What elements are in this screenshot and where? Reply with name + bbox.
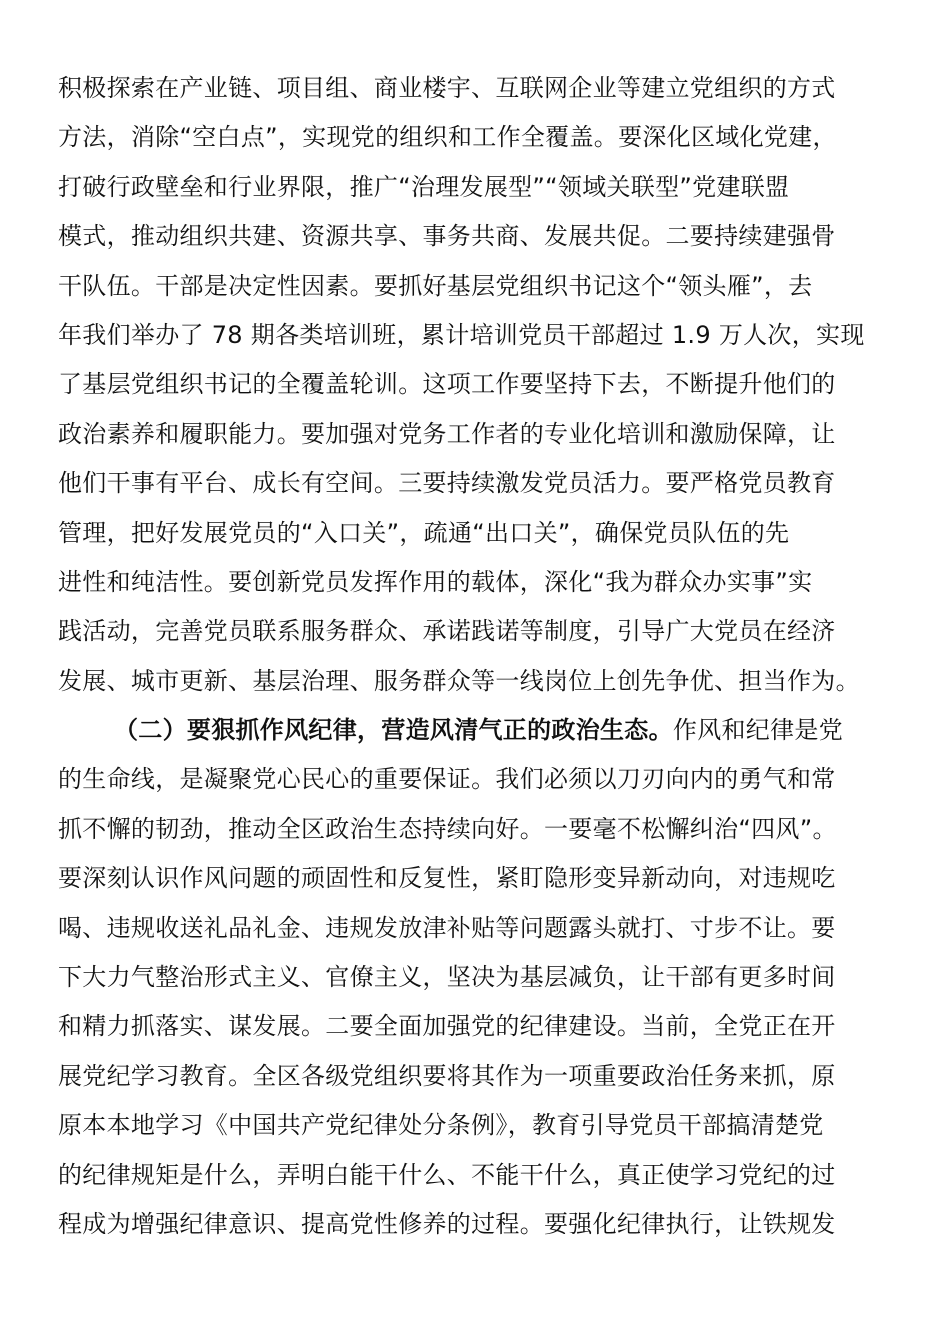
paragraph-line: 和精力抓落实、谋发展。二要全面加强党的纪律建设。当前，全党正在开 (58, 1012, 836, 1041)
paragraph-line: 积极探索在产业链、项目组、商业楼宇、互联网企业等建立党组织的方式 (58, 74, 836, 102)
section-heading-line (58, 706, 888, 755)
section-heading: （二）要狠抓作风纪律，营造风清气正的政治生态。 (114, 716, 673, 745)
paragraph-line: 抓不懈的韧劲，推动全区政治生态持续向好。一要毫不松懈纠治“四风”。 (58, 814, 837, 843)
paragraph-line: 下大力气整治形式主义、官僚主义，坚决为基层减负，让干部有更多时间 (58, 963, 836, 992)
paragraph-line: 打破行政壁垒和行业界限，推广“治理发展型”“领域关联型”党建联盟 (58, 172, 790, 201)
paragraph-line: 展党纪学习教育。全区各级党组织要将其作为一项重要政治任务来抓，原 (58, 1061, 836, 1090)
paragraph-line: 模式，推动组织共建、资源共享、事务共商、发展共促。二要持续建强骨 (58, 222, 836, 251)
paragraph-line: 喝、违规收送礼品礼金、违规发放津补贴等问题露头就打、寸步不让。要 (58, 913, 836, 942)
paragraph-line: 年我们举办了 78 期各类培训班，累计培训党员干部超过 1.9 万人次，实现 (58, 320, 865, 349)
paragraph-line: 的生命线，是凝聚党心民心的重要保证。我们必须以刀刃向内的勇气和常 (58, 765, 836, 794)
paragraph-line: 程成为增强纪律意识、提高党性修养的过程。要强化纪律执行，让铁规发 (58, 1209, 836, 1238)
paragraph-line: 的纪律规矩是什么，弄明白能干什么、不能干什么，真正使学习党纪的过 (58, 1160, 836, 1189)
paragraph-line: 政治素养和履职能力。要加强对党务工作者的专业化培训和激励保障，让 (58, 419, 836, 448)
paragraph-line: 践活动，完善党员联系服务群众、承诺践诺等制度，引导广大党员在经济 (58, 617, 836, 646)
document-body (58, 64, 888, 1249)
section-heading-rest: 作风和纪律是党 (672, 716, 844, 745)
paragraph-line: 要深刻认识作风问题的顽固性和反复性，紧盯隐形变异新动向，对违规吃 (58, 864, 836, 893)
paragraph-line: 方法，消除“空白点”，实现党的组织和工作全覆盖。要深化区域化党建， (58, 123, 837, 152)
paragraph-line: 他们干事有平台、成长有空间。三要持续激发党员活力。要严格党员教育 (58, 469, 836, 498)
paragraph-line: 原本本地学习《中国共产党纪律处分条例》，教育引导党员干部搞清楚党 (58, 1111, 824, 1140)
paragraph-line: 进性和纯洁性。要创新党员发挥作用的载体，深化“我为群众办实事”实 (58, 567, 813, 596)
paragraph-line: 了基层党组织书记的全覆盖轮训。这项工作要坚持下去，不断提升他们的 (58, 370, 836, 399)
paragraph-line: 干队伍。干部是决定性因素。要抓好基层党组织书记这个“领头雁”，去 (58, 271, 813, 300)
paragraph-line: 管理，把好发展党员的“入口关”，疏通“出口关”，确保党员队伍的先 (58, 518, 790, 547)
paragraph-line: 发展、城市更新、基层治理、服务群众等一线岗位上创先争优、担当作为。 (58, 666, 860, 695)
